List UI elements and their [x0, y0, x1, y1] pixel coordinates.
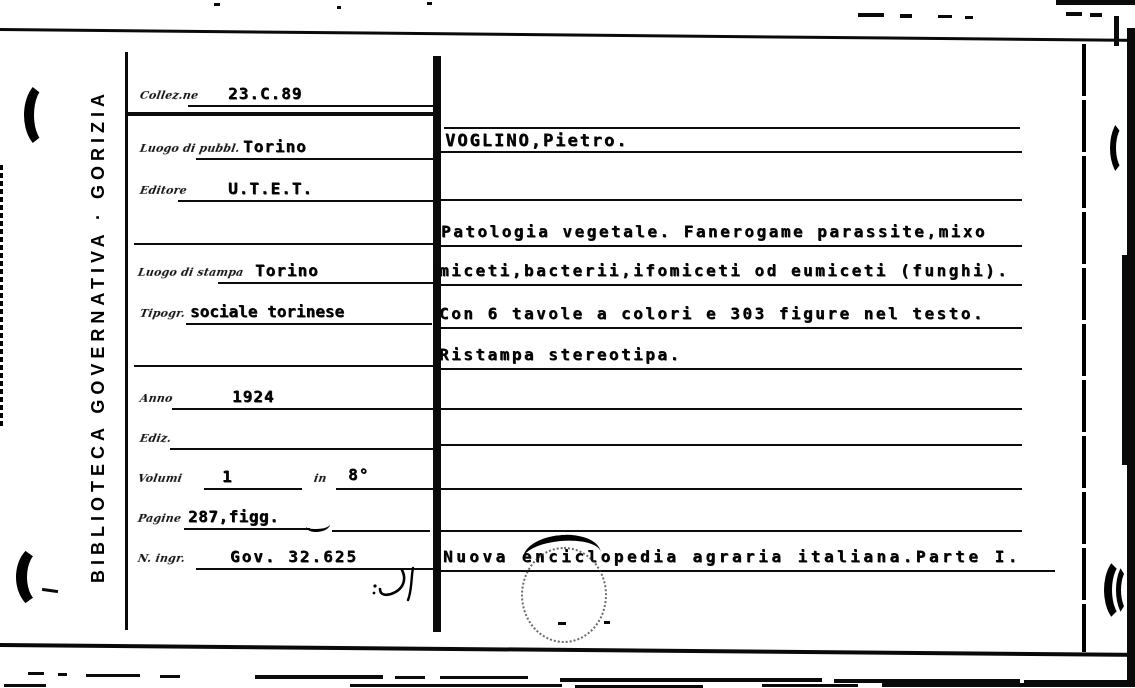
ruled-line — [170, 448, 434, 450]
field-value-numero-ingresso: Gov. 32.625 — [230, 547, 358, 566]
ruled-line — [438, 151, 1022, 153]
scan-right-edge-bulge — [1122, 255, 1128, 465]
field-value-collocazione: 23.C.89 — [228, 84, 303, 103]
field-label-editore: Editore — [138, 184, 189, 197]
ruled-line — [336, 488, 434, 490]
punch-mark-bottom-left-icon — [16, 544, 65, 610]
field-value-luogo-pubbl: Torino — [243, 137, 307, 156]
field-label-pagine: Pagine — [136, 512, 183, 525]
field-label-collocazione: Collez.ne — [138, 89, 200, 102]
ruled-line — [196, 158, 434, 160]
title-line-2: miceti,bacterii,ifomiceti od eumiceti (funghi). — [439, 261, 1010, 280]
ruled-line — [186, 323, 432, 325]
pen-mark-icon — [372, 566, 420, 608]
author-line: VOGLINO,Pietro. — [445, 131, 629, 151]
scan-noise-speck — [214, 3, 220, 6]
field-value-luogo-stampa: Torino — [255, 261, 319, 280]
field-label-luogo-pubbl: Luogo di pubbl. — [138, 142, 241, 155]
scan-noise-dash — [255, 675, 383, 679]
punch-mark-top-right-icon — [1110, 118, 1135, 178]
ruled-line — [188, 105, 434, 107]
card-bottom-border — [0, 643, 1135, 657]
ruled-line — [438, 327, 1022, 329]
card-top-border — [0, 28, 1135, 42]
ruled-line — [172, 408, 434, 410]
ruled-line — [134, 243, 434, 245]
ruled-line — [178, 200, 434, 202]
institution-divider-line — [125, 52, 128, 630]
ruled-line — [444, 127, 1020, 129]
field-label-tipografia: Tipogr. — [138, 307, 187, 320]
field-label-anno: Anno — [138, 392, 174, 405]
series-line: Nuova enciclopedia agraria italiana.Parte I. — [443, 547, 1021, 566]
field-label-formato: in — [312, 472, 328, 485]
scan-noise-dash — [938, 15, 952, 18]
ruled-line — [438, 199, 1022, 201]
ruled-line — [184, 528, 310, 530]
scan-top-right-corner — [1056, 0, 1135, 5]
ruled-line — [438, 530, 1022, 532]
ruled-line — [438, 368, 1022, 370]
card-right-border — [1082, 44, 1086, 652]
field-value-editore: U.T.E.T. — [228, 179, 314, 198]
field-label-luogo-stampa: Luogo di stampa — [136, 266, 245, 279]
ruled-line — [134, 365, 434, 367]
field-label-edizione: Ediz. — [138, 432, 173, 445]
field-label-volumi: Volumi — [136, 472, 184, 485]
scan-noise-dash — [1066, 12, 1082, 16]
ruled-line — [204, 488, 302, 490]
scan-noise-dash — [900, 14, 912, 18]
field-value-anno: 1924 — [232, 387, 275, 406]
scan-noise-dash — [965, 16, 973, 19]
scan-noise-dash — [882, 683, 1132, 687]
pen-squiggle-icon — [306, 519, 330, 532]
scan-noise-dash — [28, 672, 44, 675]
scan-left-edge — [0, 165, 3, 427]
scan-noise-dash — [560, 678, 822, 682]
punch-mark-top-left-icon — [24, 80, 68, 150]
columns-divider-line — [433, 56, 441, 632]
scan-noise-speck — [604, 621, 610, 624]
scan-noise-dash — [440, 676, 528, 679]
ruled-line — [218, 282, 434, 284]
field-value-pagine: 287,figg. — [188, 507, 280, 526]
scan-noise-speck — [337, 6, 341, 9]
title-line-3: Con 6 tavole a colori e 303 figure nel testo. — [439, 304, 985, 323]
scan-noise-tick — [1114, 16, 1119, 46]
title-line-4: Ristampa stereotipa. — [439, 345, 682, 364]
scan-noise-dash — [395, 676, 425, 679]
field-value-formato: 8° — [348, 465, 370, 484]
scan-noise-dash — [86, 674, 140, 677]
institution-sidebar-text: BIBLIOTECA GOVERNATIVA · GORIZIA — [88, 89, 108, 583]
ruled-line — [438, 408, 1022, 410]
ruled-line — [438, 444, 1022, 446]
scan-noise-dash — [858, 13, 884, 17]
ruled-line — [332, 530, 430, 532]
scan-noise-dash — [58, 673, 67, 676]
title-line-1: Patologia vegetale. Fanerogame parassite,mixo — [441, 222, 987, 241]
ruled-line — [438, 488, 1022, 490]
ruled-line — [438, 284, 1022, 286]
scan-noise-speck — [427, 2, 432, 5]
field-label-numero-ingresso: N. ingr. — [136, 552, 187, 565]
ruled-line — [438, 245, 1022, 247]
ruled-line-heavy — [128, 112, 437, 116]
field-value-tipografia: sociale torinese — [190, 302, 345, 321]
scan-noise-dash — [1090, 13, 1102, 17]
field-value-volumi: 1 — [222, 467, 233, 486]
scan-noise-dash — [160, 675, 180, 678]
